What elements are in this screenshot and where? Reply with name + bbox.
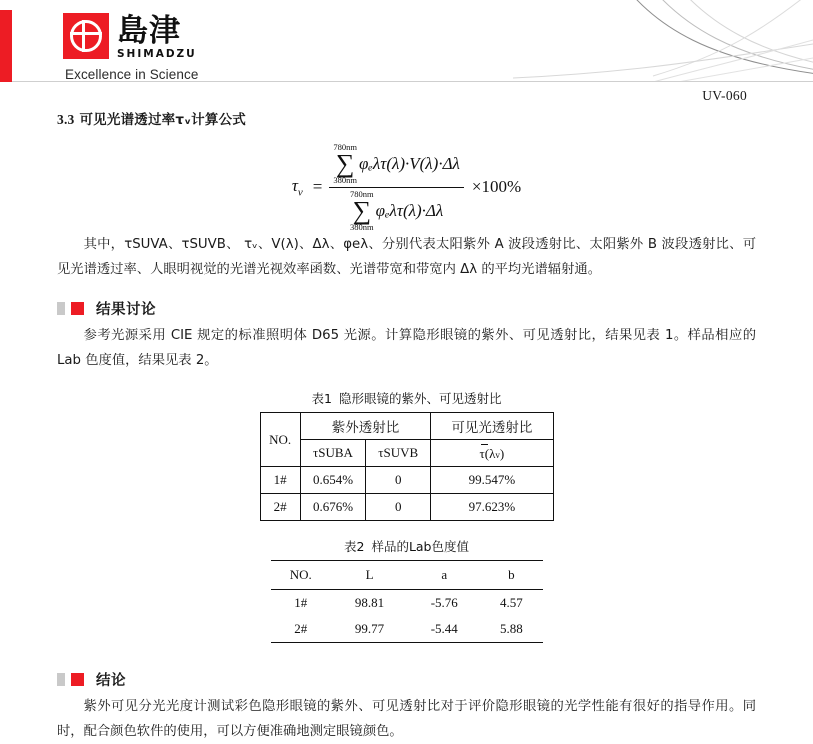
section-number: 3.3 [57, 112, 75, 127]
cell-visible: 99.547% [431, 467, 553, 494]
header-divider [12, 81, 813, 82]
cell-uv-b: 0 [366, 467, 431, 494]
summation-operator-denominator [350, 190, 374, 232]
denominator-body: φₑλτ(λ)·Δλ [375, 200, 444, 220]
table1-caption [0, 389, 813, 407]
table2-caption-number: 表2 [343, 539, 365, 554]
shimadzu-logo-mark-icon [63, 13, 109, 59]
header-red-accent-bar [0, 10, 12, 82]
cell-uv-a: 0.654% [300, 467, 365, 494]
th-no: NO. [289, 567, 312, 582]
th-a: a [441, 567, 448, 582]
cell-a: -5.44 [430, 621, 458, 636]
tau-v-formula [292, 143, 521, 232]
table-row [271, 616, 543, 643]
formula-numerator [329, 143, 464, 185]
page-header [0, 0, 813, 88]
heading-red-square-icon [71, 673, 84, 686]
logo-latin-text: SHIMADZU [117, 48, 197, 60]
table2-body [271, 590, 543, 643]
heading-conclusion [57, 669, 813, 690]
heading-gray-square-icon [57, 673, 65, 686]
conclusion-paragraph: 紫外可见分光光度计测试彩色隐形眼镜的紫外、可见透射比对于评价隐形眼镜的光学性能有很好的指导作用。同时，配合颜色软件的使用，可以方便准确地测定眼镜颜色。 [57, 699, 756, 739]
th-tau-suba: τSUBA [300, 440, 365, 467]
cell-a: -5.76 [430, 595, 458, 610]
cell-visible: 97.623% [431, 494, 553, 521]
sigma-glyph-icon: ∑ [352, 195, 372, 225]
cell-no: 2# [294, 621, 308, 636]
fraction-bar [329, 187, 464, 188]
table2-caption [0, 537, 813, 555]
table-row [260, 494, 553, 521]
table-header-row [260, 413, 553, 440]
sigma-glyph-icon: ∑ [335, 148, 355, 178]
cell-no: 2# [260, 494, 300, 521]
heading-gray-square-icon [57, 302, 65, 315]
table-subheader-row [260, 440, 553, 467]
results-paragraph: 参考光源采用 CIE 规定的标准照明体 D65 光源。计算隐形眼镜的紫外、可见透射比，结果见表 1。样品相应的 Lab 色度值，结果见表 2。 [57, 328, 756, 368]
cell-l: 99.77 [354, 621, 385, 636]
summation-operator-numerator [333, 143, 357, 185]
cell-uv-b: 0 [366, 494, 431, 521]
section-title-text: 可见光谱透过率τᵥ计算公式 [79, 112, 246, 128]
table1-caption-text: 隐形眼镜的紫外、可见透射比 [338, 391, 502, 406]
definitions-paragraph: 其中，τSUVA、τSUVB、 τᵥ、V(λ)、Δλ、φeλ、分别代表太阳紫外 A 波段透射比、太阳紫外 B 波段透射比、可见光谱透过率、人眼明视觉的光谱光视效率函数、光谱带宽和带宽内 Δλ 的平均光谱辐射通。 [57, 237, 756, 277]
heading-results-discussion [57, 298, 813, 319]
formula-fraction [329, 143, 464, 232]
th-b: b [508, 567, 515, 582]
th-tau-bar-lambda-v: τ(λv) [431, 440, 553, 467]
cell-b: 4.57 [500, 595, 523, 610]
table-row [260, 467, 553, 494]
formula-multiplier: ×100% [471, 177, 522, 196]
formula-equals: = [312, 177, 323, 196]
table2-caption-text: 样品的Lab色度值 [371, 539, 469, 554]
shimadzu-logo [63, 13, 253, 82]
sum-upper-limit: 780nm [333, 141, 358, 152]
table-row [271, 590, 543, 617]
th-visible-group: 可见光透射比 [431, 413, 553, 440]
cell-b: 5.88 [500, 621, 523, 636]
sum-lower-limit: 380nm [333, 174, 358, 185]
logo-cjk-text: 島津 [117, 13, 181, 49]
table-header-row [271, 561, 543, 590]
header-decorative-curves [513, 0, 813, 82]
table1-caption-number: 表1 [311, 391, 332, 406]
sum-lower-limit: 380nm [350, 221, 374, 232]
heading-red-square-icon [71, 302, 84, 315]
cell-uv-a: 0.676% [300, 494, 365, 521]
table1-body [260, 467, 553, 521]
th-l: L [365, 567, 374, 582]
cell-l: 98.81 [354, 595, 385, 610]
numerator-body: φₑλτ(λ)·V(λ)·Δλ [359, 153, 460, 173]
th-uv-group: 紫外透射比 [300, 413, 431, 440]
formula-denominator [346, 190, 447, 232]
th-no: NO. [260, 413, 300, 467]
cell-no: 1# [294, 595, 308, 610]
heading-conclusion-label: 结论 [96, 673, 126, 689]
page-content [0, 108, 813, 744]
formula-lhs: $\tau_v$ [291, 175, 303, 199]
formula-block [0, 142, 813, 232]
logo-tagline: Excellence in Science [65, 66, 199, 82]
sum-upper-limit: 780nm [350, 188, 374, 199]
th-tau-suvb: τSUVB [366, 440, 431, 467]
table-lab-color-values [271, 560, 543, 643]
document-code: UV-060 [702, 88, 747, 103]
section-heading-3-3 [57, 108, 813, 128]
table-uv-visible-transmittance [260, 412, 554, 521]
cell-no: 1# [260, 467, 300, 494]
heading-results-discussion-label: 结果讨论 [96, 302, 156, 318]
